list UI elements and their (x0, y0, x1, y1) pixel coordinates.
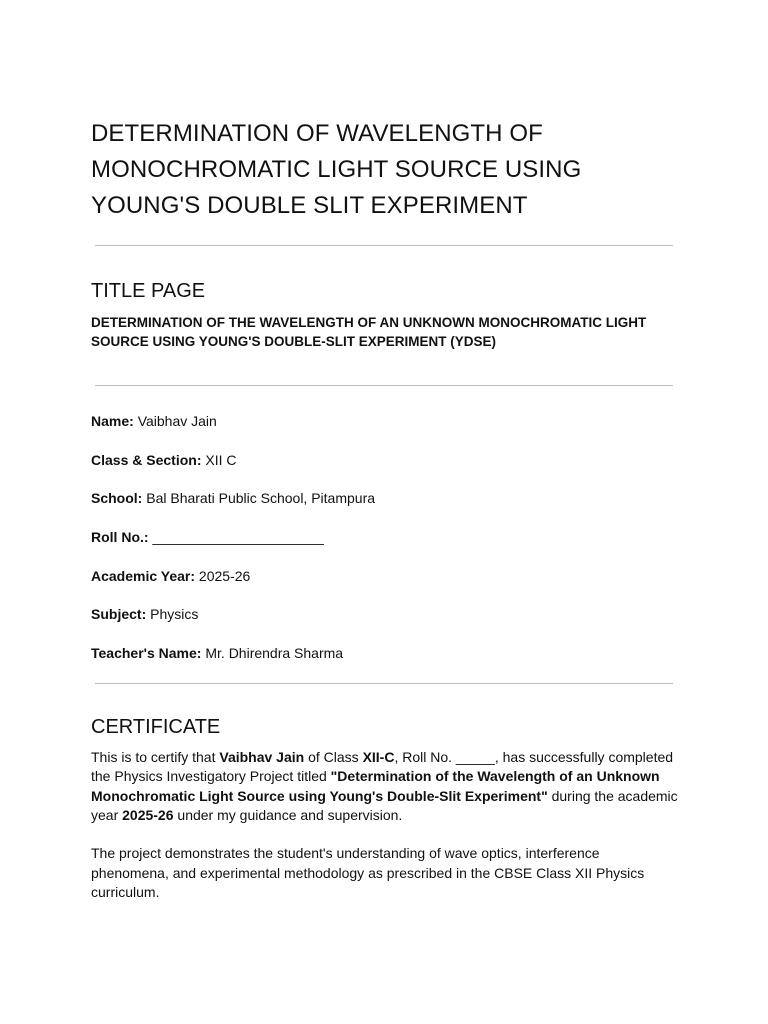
title-page-heading: TITLE PAGE (91, 280, 206, 302)
student-details (91, 412, 681, 662)
document-title-line-3: YOUNG'S DOUBLE SLIT EXPERIMENT (91, 192, 528, 219)
project-subtitle-line-1: DETERMINATION OF THE WAVELENGTH OF AN UNKNOWN MONOCHROMATIC LIGHT (91, 315, 647, 330)
certificate-text: , Roll No. _____, has successfully completed the Physics Investigatory Project titled (91, 748, 674, 785)
certificate-paragraph-2: The project demonstrates the student's understanding of wave optics, interference phenomena, and experimental methodology as prescribed in the CBSE Class XII Physics curriculum. (91, 845, 645, 901)
certificate-text: under my guidance and supervision. (173, 807, 403, 824)
detail-value: 2025-26 (198, 567, 251, 584)
detail-school (91, 489, 681, 507)
divider (95, 245, 673, 246)
detail-class-section (91, 451, 681, 469)
detail-name (91, 412, 681, 430)
document-title-line-2: MONOCHROMATIC LIGHT SOURCE USING (91, 156, 582, 183)
detail-subject (91, 605, 681, 623)
divider (95, 385, 673, 386)
certificate-text: of Class (304, 748, 363, 765)
detail-value: XII C (205, 451, 237, 468)
year-emphasis: 2025-26 (122, 807, 174, 824)
document-page (91, 116, 681, 903)
detail-value: Physics (150, 606, 199, 623)
divider (95, 683, 673, 684)
project-subtitle-line-2: SOURCE USING YOUNG'S DOUBLE-SLIT EXPERIMENT (YDSE) (91, 334, 496, 349)
certificate-paragraph (91, 748, 681, 826)
detail-label: Teacher's Name: (91, 645, 202, 662)
student-name-emphasis: Vaibhav Jain (219, 748, 305, 765)
project-title-emphasis: "Determination of the Wavelength of an Unknown Monochromatic Light Source using Young's Double-Slit Experiment" (91, 768, 660, 804)
detail-academic-year (91, 567, 681, 585)
detail-teacher-name (91, 644, 681, 662)
certificate-heading: CERTIFICATE (91, 715, 221, 738)
detail-label: Roll No.: (91, 529, 149, 546)
detail-value: Bal Bharati Public School, Pitampura (146, 490, 376, 507)
detail-value: Mr. Dhirendra Sharma (205, 645, 344, 662)
detail-label: Class & Section: (91, 451, 202, 468)
certificate-text: This is to certify that (91, 748, 220, 765)
detail-label: Subject: (91, 606, 147, 623)
detail-roll-no (91, 528, 681, 546)
document-title-line-1: DETERMINATION OF WAVELENGTH OF (91, 120, 543, 147)
detail-label: Academic Year: (91, 567, 196, 584)
detail-value: ______________________ (152, 529, 324, 546)
certificate-text: during the academic year (91, 787, 678, 824)
detail-label: School: (91, 490, 143, 507)
document-title (91, 116, 681, 224)
class-emphasis: XII-C (362, 748, 395, 765)
project-subtitle (91, 313, 681, 351)
detail-value: Vaibhav Jain (137, 413, 217, 429)
detail-label: Name: (91, 413, 134, 429)
